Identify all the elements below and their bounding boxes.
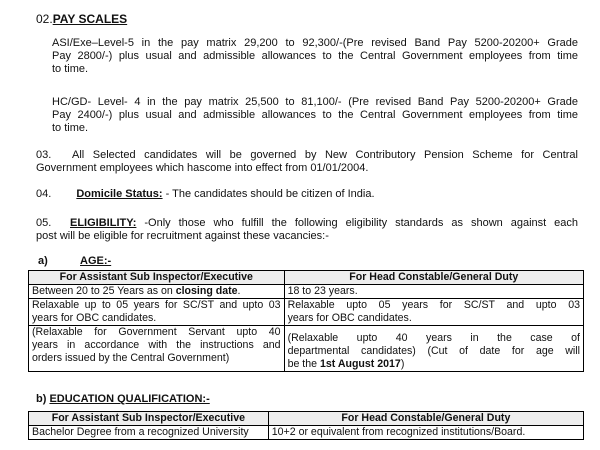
cell-bold-text: closing date (175, 285, 238, 297)
text-line: to time. (52, 122, 89, 134)
text-line: HC/GD- Level- 4 in the pay matrix 25,500 to 81,100/- (Pre revised Band Pay 5200-20200+ Grade (52, 96, 578, 108)
education-heading (36, 393, 210, 406)
column-header: For Assistant Sub Inspector/Executive (29, 271, 285, 285)
cell-line: Relaxable upto 05 years for SC/ST and upto 03 (287, 299, 580, 311)
eligibility-first-line (70, 217, 578, 230)
table-row (29, 426, 584, 440)
cell-text: Between 20 to 25 Years as on (32, 285, 176, 297)
table-row (29, 326, 584, 372)
subsection-label: b) (36, 393, 47, 405)
cell-line: orders issued by the Central Government) (32, 352, 230, 364)
table-cell (29, 299, 285, 326)
subsection-title: AGE:- (80, 255, 112, 267)
table-cell (29, 326, 285, 372)
pay-scales-heading (36, 13, 127, 26)
text-line: Government employees which hascome into effect from 01/01/2004. (36, 162, 369, 174)
table-cell (284, 326, 583, 372)
domicile-line (36, 188, 375, 201)
subsection-label: a) (38, 255, 48, 267)
cell-line: departmental candidates) (Cut of date for age will (287, 345, 580, 357)
table-cell (29, 285, 285, 299)
text-line: Pay 2800/-) plus usual and admissible allowances to the Central Government employees from time (52, 50, 578, 62)
table-row (29, 285, 584, 299)
section-title: Domicile Status: (76, 188, 163, 200)
text-line: post will be eligible for recruitment against these vacancies:- (36, 230, 329, 242)
cell-text: be the (287, 358, 320, 370)
subsection-title: EDUCATION QUALIFICATION:- (49, 393, 210, 405)
column-header: For Head Constable/General Duty (284, 271, 583, 285)
text-line: ASI/Exe–Level-5 in the pay matrix 29,200 to 92,300/-(Pre revised Band Pay 5200-20200+ Grade (52, 37, 578, 49)
table-row (29, 299, 584, 326)
cell-text: ) (400, 358, 405, 370)
domicile-text: - The candidates should be citizen of India. (162, 188, 375, 200)
table-cell: 10+2 or equivalent from recognized institutions/Board. (268, 426, 583, 440)
table-cell: Bachelor Degree from a recognized University (29, 426, 269, 440)
text-line: All Selected candidates will be governed by New Contributory Pension Scheme for Central (72, 149, 578, 161)
education-table (28, 411, 584, 440)
table-cell (284, 299, 583, 326)
cell-line: (Relaxable for Government Servant upto 40 (32, 326, 281, 338)
pension-paragraph (72, 149, 578, 162)
asi-pay-paragraph (52, 37, 578, 76)
cell-line: Relaxable up to 05 years for SC/ST and upto 03 (32, 299, 281, 311)
hc-pay-paragraph (52, 96, 578, 135)
section-number: 04. (36, 188, 52, 200)
table-header-row (29, 271, 584, 285)
text-line: -Only those who fulfill the following eligibility standards as shown against each (136, 217, 578, 229)
text-line: to time. (52, 63, 89, 75)
section-number: 05. (36, 217, 52, 229)
section-number: 03. (36, 149, 52, 161)
column-header: For Assistant Sub Inspector/Executive (29, 412, 269, 426)
section-number: 02. (36, 12, 53, 26)
age-table (28, 270, 584, 372)
section-title: ELIGIBILITY: (70, 217, 137, 229)
table-header-row (29, 412, 584, 426)
cell-text: . (237, 285, 241, 297)
column-header: For Head Constable/General Duty (268, 412, 583, 426)
section-title: PAY SCALES (52, 12, 128, 26)
table-cell: 18 to 23 years. (284, 285, 583, 299)
text-line: Pay 2400/-) plus usual and admissible allowances to the Central Government employees from time (52, 109, 578, 121)
cell-line: years for OBC candidates. (32, 312, 157, 324)
cell-bold-text: 1st August 2017 (319, 358, 401, 370)
cell-line: years for OBC candidates. (287, 312, 412, 324)
cell-line: (Relaxable upto 40 years in the case of (287, 332, 580, 344)
cell-line: years in accordance with the instructions and (32, 339, 281, 351)
